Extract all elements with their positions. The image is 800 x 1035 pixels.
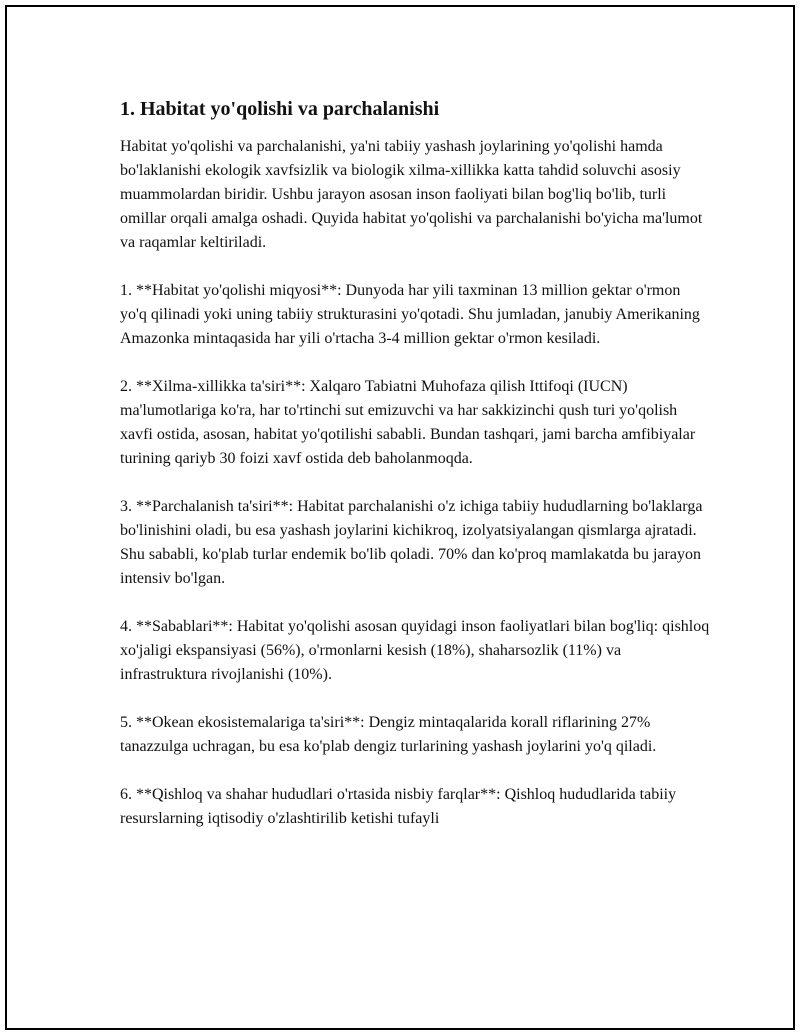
paragraph-5-ocean-impact: 5. **Okean ekosistemalariga ta'siri**: Dengiz mintaqalarida korall riflarining 27% tanazzulga uchragan, bu esa ko'plab dengiz turlarining yashash joylarini yo'q qiladi. [120, 714, 657, 755]
page-title: 1. Habitat yo'qolishi va parchalanishi [120, 98, 440, 120]
paragraph-1-habitat-loss-scale: 1. **Habitat yo'qolishi miqyosi**: Dunyoda har yili taxminan 13 million gektar o'rmon yo'q qilinadi yoki uning tabiiy strukturasini yo'qotadi. Shu jumladan, janubiy Amerikaning Amazonka mintaqasida har yili o'rtacha 3-4 million gektar o'rmon kesiladi. [120, 282, 700, 347]
paragraph-intro: Habitat yo'qolishi va parchalanishi, ya'ni tabiiy yashash joylarining yo'qolishi hamda bo'laklanishi ekologik xavfsizlik va biologik xilma-xillikka katta tahdid soluvchi asosiy muammolardan biridir. Ushbu jarayon asosan inson faoliyati bilan bog'liq bo'lib, turli omillar orqali amalga oshadi. Quyida habitat yo'qolishi va parchalanishi bo'yicha ma'lumot va raqamlar keltiriladi. [120, 138, 703, 251]
document-body [120, 97, 710, 855]
paragraph-3-fragmentation-impact: 3. **Parchalanish ta'siri**: Habitat parchalanishi o'z ichiga tabiiy hududlarning bo'laklarga bo'linishini oladi, bu esa yashash joylarini kichikroq, izolyatsiyalangan qismlarga ajratadi. Shu sababli, ko'plab turlar endemik bo'lib qoladi. 70% dan ko'proq mamlakatda bu jarayon intensiv bo'lgan. [120, 498, 703, 587]
paragraph-4-causes: 4. **Sabablari**: Habitat yo'qolishi asosan quyidagi inson faoliyatlari bilan bog'liq: qishloq xo'jaligi ekspansiyasi (56%), o'rmonlarni kesish (18%), shaharsozlik (11%) va infrastruktura rivojlanishi (10%). [120, 618, 710, 683]
paragraph-6-rural-urban: 6. **Qishloq va shahar hududlari o'rtasida nisbiy farqlar**: Qishloq hududlarida tabiiy resurslarning iqtisodiy o'zlashtirilib ketishi tufayli [120, 786, 677, 827]
paragraph-2-biodiversity-impact: 2. **Xilma-xillikka ta'siri**: Xalqaro Tabiatni Muhofaza qilish Ittifoqi (IUCN) ma'lumotlariga ko'ra, har to'rtinchi sut emizuvchi va har sakkizinchi qush turi yo'qolish xavfi ostida, asosan, habitat yo'qotilishi sababli. Bundan tashqari, jami barcha amfibiyalar turining qariyb 30 foizi xavf ostida deb baholanmoqda. [120, 378, 696, 467]
page-frame [5, 5, 795, 1030]
